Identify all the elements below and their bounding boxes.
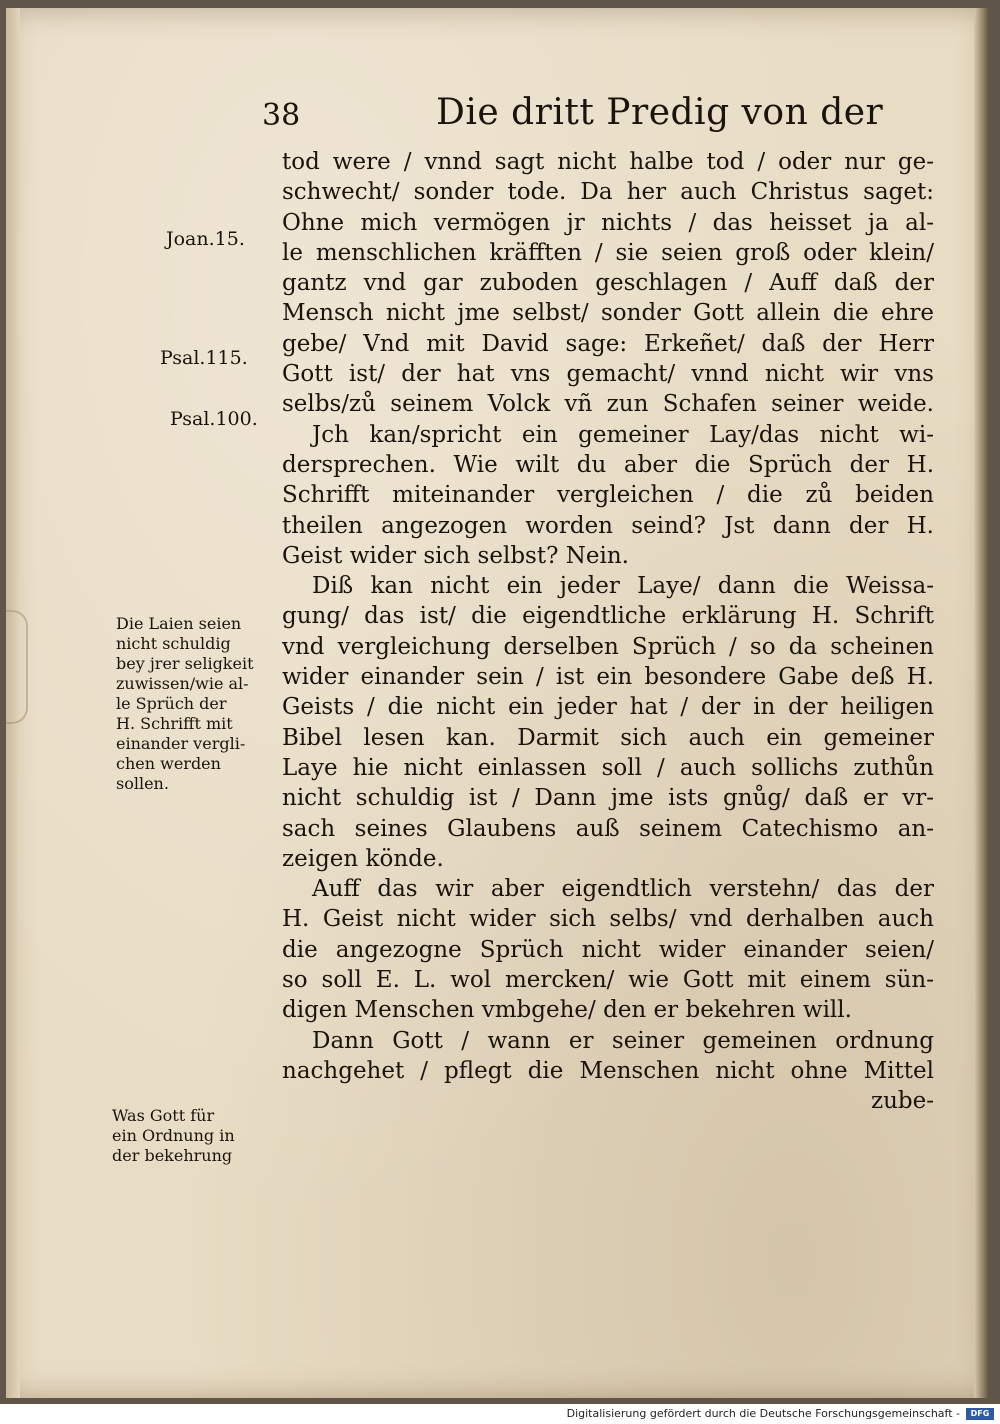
body-line: dersprechen. Wie wilt du aber die Sprüch der H. <box>282 451 934 478</box>
margin-ref-joan: Joan.15. <box>166 228 245 250</box>
margin-note-line: ein Ordnung in <box>112 1126 235 1145</box>
margin-note-line: einander vergli- <box>116 734 246 753</box>
body-line: Bibel lesen kan. Darmit sich auch ein gemeiner <box>282 724 934 751</box>
margin-note-line: H. Schrifft mit <box>116 714 233 733</box>
margin-note-line: zuwissen/wie al- <box>116 674 249 693</box>
margin-note-ordnung <box>112 1106 235 1166</box>
margin-note-line: nicht schuldig <box>116 634 231 653</box>
body-line: Gott ist/ der hat vns gemacht/ vnnd nicht wir vns <box>282 361 934 388</box>
body-line: nachgehet / pflegt die Menschen nicht ohne Mittel <box>282 1057 934 1084</box>
margin-note-line: Die Laien seien <box>116 614 242 633</box>
body-line: Laye hie nicht einlassen soll / auch sollichs zuthůn <box>282 754 934 781</box>
body-line: Ohne mich vermögen jr nichts / das heisset ja al- <box>282 209 934 236</box>
dfg-logo: DFG <box>966 1408 994 1420</box>
body-line: so soll E. L. wol mercken/ wie Gott mit einem sün- <box>282 967 934 994</box>
body-line: Dann Gott / wann er seiner gemeinen ordnung <box>312 1027 934 1054</box>
body-line: le menschlichen kräfften / sie seien groß oder klein/ <box>282 239 934 266</box>
body-line: gebe/ Vnd mit David sage: Erkeñet/ daß der Herr <box>282 330 934 357</box>
body-line: zeigen könde. <box>282 845 444 872</box>
body-line: sach seines Glaubens auß seinem Catechismo an- <box>282 815 934 842</box>
body-line: Jch kan/spricht ein gemeiner Lay/das nicht wi- <box>312 421 934 448</box>
page-number: 38 <box>262 98 301 133</box>
margin-note-line: der bekehrung <box>112 1146 233 1165</box>
body-line: selbs/zů seinem Volck vñ zun Schafen seiner weide. <box>282 391 934 418</box>
body-line: nicht schuldig ist / Dann jme ists gnůg/ daß er vr- <box>282 785 934 812</box>
margin-ref-psal-100: Psal.100. <box>170 408 258 430</box>
body-line: Mensch nicht jme selbst/ sonder Gott allein die ehre <box>282 300 934 327</box>
body-line: Diß kan nicht ein jeder Laye/ dann die Weissa- <box>312 573 934 600</box>
margin-note-line: bey jrer seligkeit <box>116 654 254 673</box>
body-line: vnd vergleichung derselben Sprüch / so da scheinen <box>282 633 934 660</box>
running-title: Die dritt Predig von der <box>436 92 884 133</box>
body-line: digen Menschen vmbgehe/ den er bekehren will. <box>282 997 852 1024</box>
body-line: theilen angezogen worden seind? Jst dann der H. <box>282 512 934 539</box>
body-line: tod were / vnnd sagt nicht halbe tod / oder nur ge- <box>282 149 934 175</box>
page-header <box>0 92 1000 142</box>
body-line: Geists / die nicht ein jeder hat / der in der heiligen <box>282 694 934 721</box>
catchword: zube- <box>870 1088 934 1115</box>
digitization-note: Digitalisierung gefördert durch die Deutsche Forschungsgemeinschaft - <box>566 1407 960 1420</box>
body-line: Geist wider sich selbst? Nein. <box>282 542 629 569</box>
margin-ref-psal-115: Psal.115. <box>160 347 248 369</box>
margin-note-line: chen werden <box>116 754 221 773</box>
body-line: Schrifft miteinander vergleichen / die zů beiden <box>282 482 934 509</box>
body-line: gantz vnd gar zuboden geschlagen / Auff daß der <box>282 270 934 297</box>
margin-note-laien <box>116 614 254 794</box>
page-right-edge <box>974 8 988 1398</box>
body-line: gung/ das ist/ die eigendtliche erklärung H. Schrift <box>282 603 934 630</box>
body-line: schwecht/ sonder tode. Da her auch Christus saget: <box>282 179 934 206</box>
page-tab-mark <box>6 610 28 724</box>
body-line: Auff das wir aber eigendtlich verstehn/ das der <box>312 876 934 903</box>
body-line: die angezogne Sprüch nicht wider einander seien/ <box>282 936 934 963</box>
body-line: wider einander sein / ist ein besondere Gabe deß H. <box>282 664 934 691</box>
body-line: H. Geist nicht wider sich selbs/ vnd derhalben auch <box>282 906 934 933</box>
margin-note-line: Was Gott für <box>112 1106 215 1125</box>
body-text <box>282 147 934 1117</box>
margin-note-line: sollen. <box>116 774 169 793</box>
footer-bar <box>0 1404 1000 1424</box>
margin-note-line: le Sprüch der <box>116 694 227 713</box>
